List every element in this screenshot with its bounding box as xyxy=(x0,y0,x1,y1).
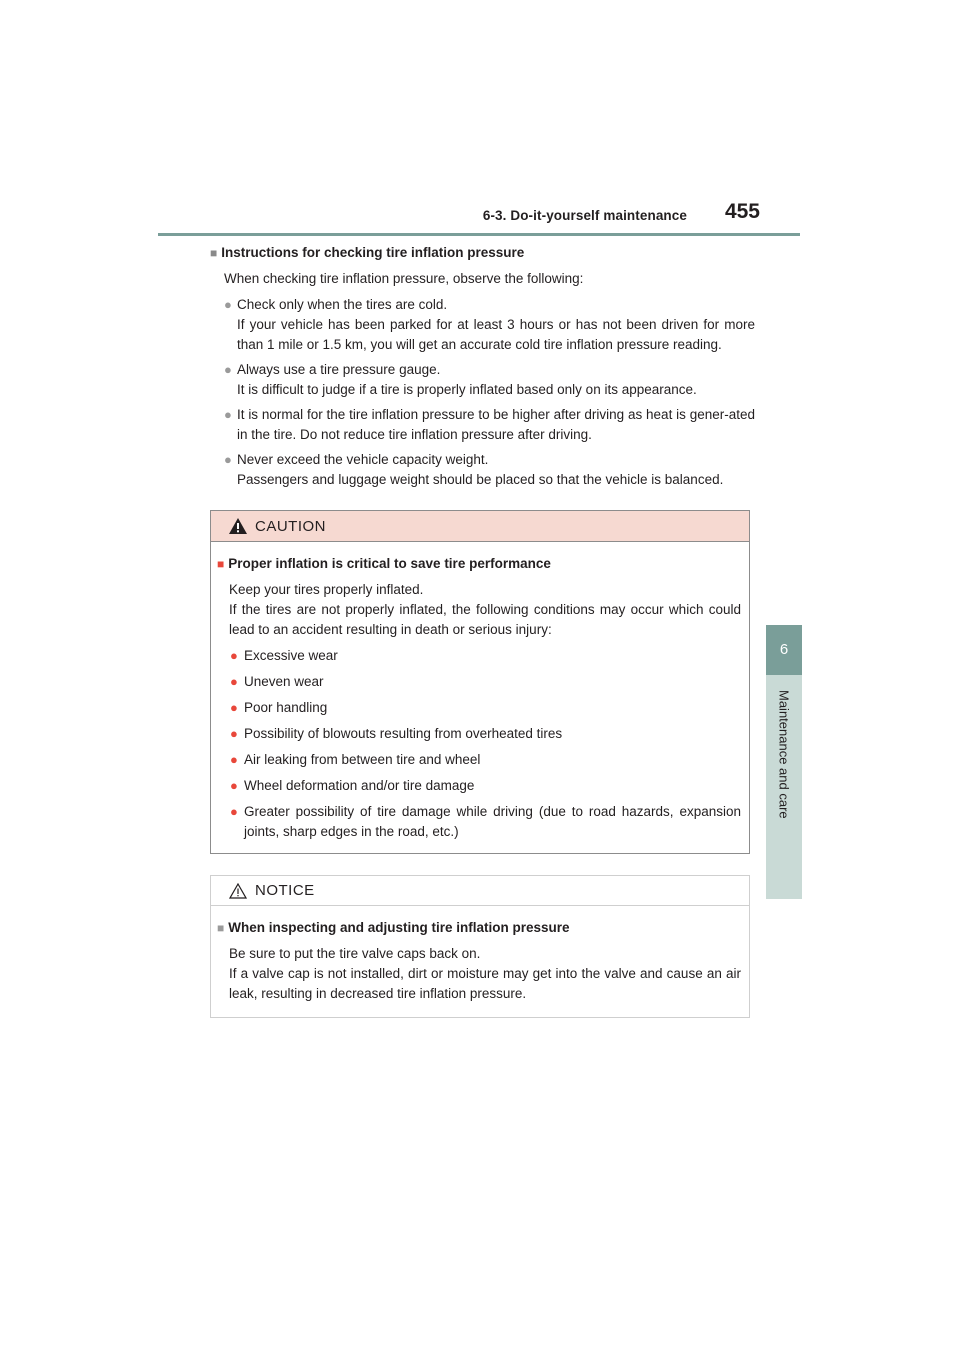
bullet-icon: ● xyxy=(224,297,232,312)
bullet-icon: ● xyxy=(230,674,238,689)
caution-item: Greater possibility of tire damage while driving (due to road hazards, expansion joints, sharp edges in the road, etc.) xyxy=(244,804,741,839)
caution-item: Wheel deformation and/or tire damage xyxy=(244,778,475,793)
warning-outline-icon xyxy=(229,883,247,899)
notice-title: NOTICE xyxy=(255,882,315,899)
notice-heading xyxy=(217,918,741,938)
bullet-icon: ● xyxy=(230,700,238,715)
notice-header xyxy=(211,876,749,906)
bullet-icon: ● xyxy=(224,362,232,377)
section-heading-text: Instructions for checking tire inflation pressure xyxy=(221,245,525,260)
list-item xyxy=(217,672,741,692)
bullet-icon: ● xyxy=(230,752,238,767)
notice-box xyxy=(210,875,750,1018)
caution-intro-line2: If the tires are not properly inflated, the following conditions may occur which could lead to an accident resulting in death or serious injury: xyxy=(229,602,741,637)
bullet-icon: ● xyxy=(224,452,232,467)
bullet-lead: It is normal for the tire inflation pressure to be higher after driving as heat is gener-ated in the tire. Do not reduce tire inflation pressure after driving. xyxy=(237,407,755,442)
chapter-number-tab: 6 xyxy=(766,625,802,675)
caution-heading xyxy=(217,554,741,574)
caution-header xyxy=(211,511,749,542)
bullet-icon: ● xyxy=(230,778,238,793)
list-item xyxy=(217,698,741,718)
notice-body xyxy=(211,906,749,1004)
tire-pressure-instructions xyxy=(210,243,755,495)
bullet-detail: It is difficult to judge if a tire is properly inflated based only on its appearance. xyxy=(237,382,697,397)
list-item xyxy=(210,450,755,490)
notice-line2: If a valve cap is not installed, dirt or moisture may get into the valve and cause an air leak, resulting in decreased tire inflation pressure. xyxy=(229,966,741,1001)
square-bullet-icon: ■ xyxy=(210,246,218,260)
caution-box xyxy=(210,510,750,854)
caution-intro xyxy=(229,580,741,640)
bullet-detail: Passengers and luggage weight should be placed so that the vehicle is balanced. xyxy=(237,472,724,487)
caution-item: Air leaking from between tire and wheel xyxy=(244,752,481,767)
caution-list xyxy=(217,646,741,842)
section-heading xyxy=(210,243,755,263)
page-number: 455 xyxy=(724,200,760,223)
caution-item: Uneven wear xyxy=(244,674,324,689)
caution-item: Possibility of blowouts resulting from overheated tires xyxy=(244,726,563,741)
list-item xyxy=(217,750,741,770)
bullet-lead: Never exceed the vehicle capacity weight. xyxy=(237,452,489,467)
list-item xyxy=(210,360,755,400)
caution-body xyxy=(211,542,749,842)
list-item xyxy=(217,802,741,842)
caution-item: Poor handling xyxy=(244,700,328,715)
bullet-icon: ● xyxy=(230,804,238,819)
list-item xyxy=(210,295,755,355)
bullet-icon: ● xyxy=(230,648,238,663)
section-intro: When checking tire inflation pressure, observe the following: xyxy=(224,271,584,286)
notice-heading-text: When inspecting and adjusting tire inflation pressure xyxy=(228,920,570,935)
bullet-icon: ● xyxy=(224,407,232,422)
bullet-icon: ● xyxy=(230,726,238,741)
list-item xyxy=(217,776,741,796)
section-title: 6-3. Do-it-yourself maintenance xyxy=(482,208,687,223)
list-item xyxy=(217,646,741,666)
list-item xyxy=(217,724,741,744)
list-item xyxy=(210,405,755,445)
caution-title: CAUTION xyxy=(255,517,326,535)
bullet-detail: If your vehicle has been parked for at least 3 hours or has not been driven for more than 1 mile or 1.5 km, you will get an accurate cold tire inflation pressure reading. xyxy=(237,317,755,352)
warning-triangle-icon xyxy=(229,518,247,534)
square-bullet-icon: ■ xyxy=(217,921,225,935)
bullet-lead: Always use a tire pressure gauge. xyxy=(237,362,441,377)
caution-item: Excessive wear xyxy=(244,648,338,663)
notice-text xyxy=(229,944,741,1004)
caution-heading-text: Proper inflation is critical to save tire performance xyxy=(228,556,551,571)
header-rule xyxy=(158,233,800,236)
bullet-lead: Check only when the tires are cold. xyxy=(237,297,448,312)
caution-intro-line1: Keep your tires properly inflated. xyxy=(229,582,424,597)
instruction-list xyxy=(210,295,755,490)
chapter-label: Maintenance and care xyxy=(776,690,792,819)
square-bullet-icon: ■ xyxy=(217,557,225,571)
notice-line1: Be sure to put the tire valve caps back on. xyxy=(229,946,481,961)
